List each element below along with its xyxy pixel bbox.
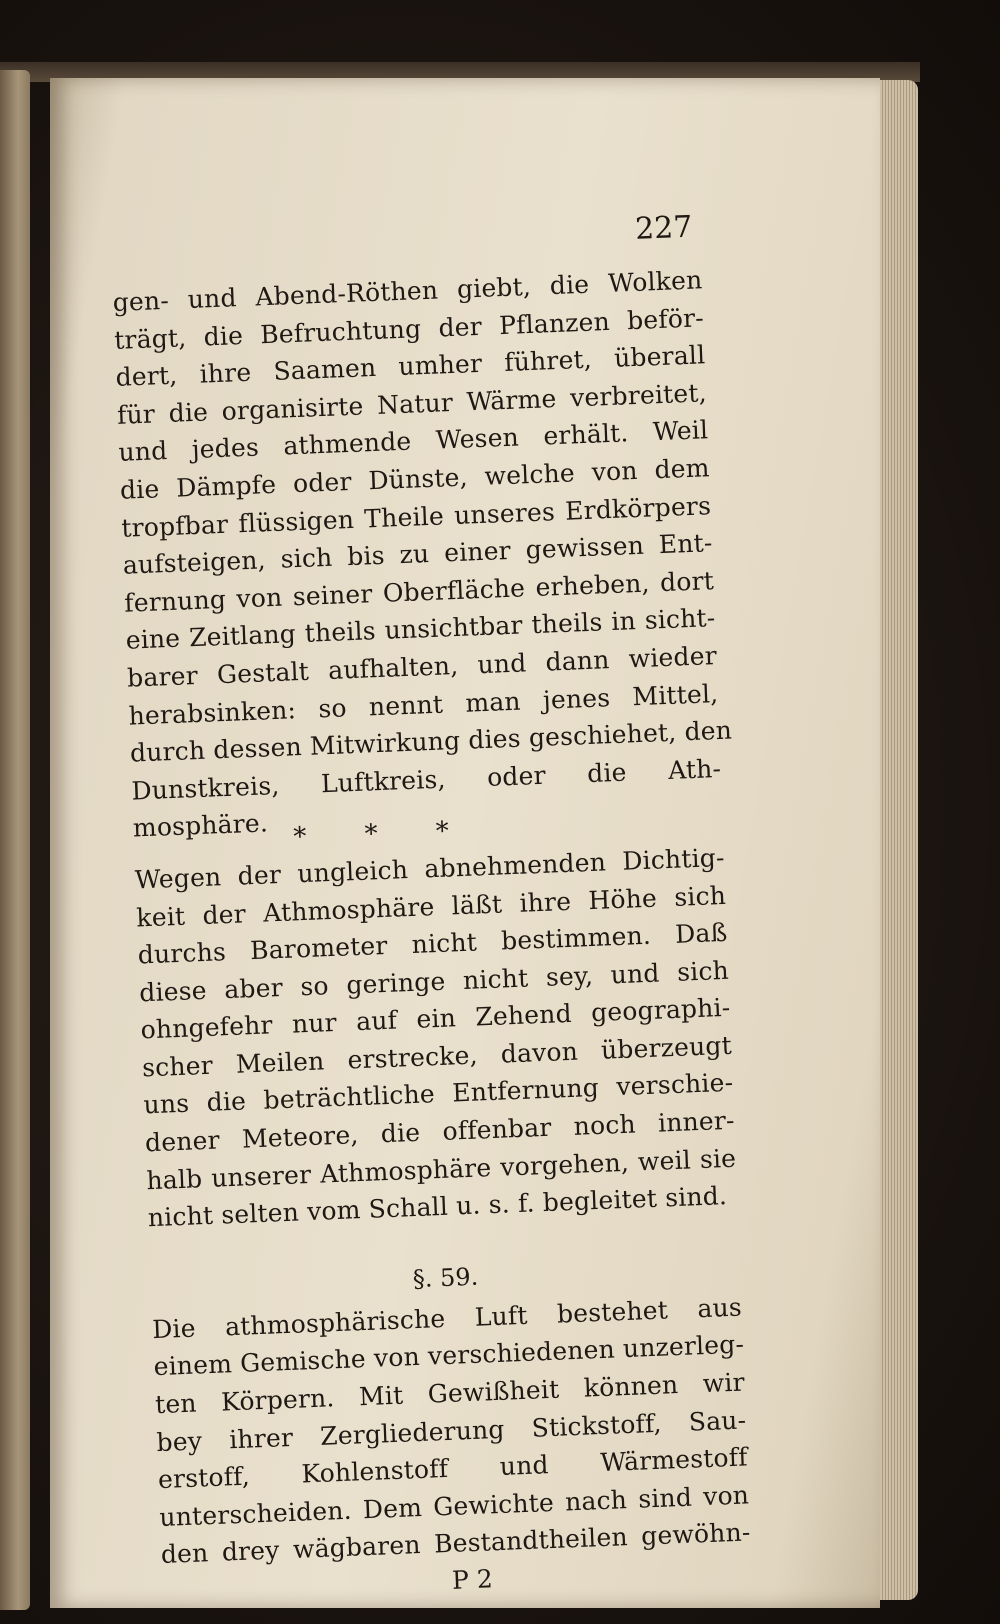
text-line: durch dessen Mitwirkung dies geschiehet, den <box>129 715 733 768</box>
text-line: und jedes athmende Wesen erhält. Weil <box>117 415 709 468</box>
text-line: bey ihrer Zergliederung Stickstoff, Sau- <box>156 1405 747 1457</box>
text-line: gen- und Abend-Röthen giebt, die Wolken <box>112 265 703 317</box>
signature-mark: P 2 <box>451 1564 494 1595</box>
text-line: durchs Barometer nicht bestimmen. Daß <box>137 917 728 970</box>
paragraph-2 <box>134 839 738 1237</box>
text-line: Die athmosphärische Luft bestehet aus <box>151 1292 743 1345</box>
text-line: diese aber so geringe nicht sey, und sich <box>138 955 730 1008</box>
text-line: nicht selten vom Schall u. s. f. begleitet sind. <box>147 1181 728 1233</box>
text-line: halb unserer Athmosphäre vorgehen, weil sie <box>145 1143 737 1195</box>
text-line: mosphäre. <box>132 808 269 843</box>
text-line: einem Gemische von verschiedenen unzerleg- <box>153 1329 745 1382</box>
text-line: Dunstkreis, Luftkreis, oder die Ath- <box>130 753 722 806</box>
page-number: 227 <box>634 209 693 247</box>
section-heading: §. 59. <box>412 1262 479 1293</box>
text-line: eine Zeitlang theils unsichtbar theils in sicht- <box>125 603 716 656</box>
text-line: tropfbar flüssigen Theile unseres Erdkörpers <box>120 490 712 543</box>
text-line: für die organisirte Natur Wärme verbreitet, <box>116 378 708 430</box>
paragraph-3 <box>152 1288 752 1574</box>
left-page-edge <box>0 70 30 1610</box>
text-line: erstoff, Kohlenstoff und Wärmestoff <box>157 1442 749 1495</box>
text-line: fernung von seiner Oberfläche erheben, dort <box>123 565 715 618</box>
page-text-block <box>110 207 753 1610</box>
text-line: den drey wägbaren Bestandtheilen gewöhn- <box>160 1517 752 1570</box>
text-line: dert, ihre Saamen umher führet, überall <box>115 340 706 393</box>
text-line: scher Meilen erstrecke, davon überzeugt <box>141 1030 733 1083</box>
text-line: keit der Athmosphäre läßt ihre Höhe sich <box>135 880 727 932</box>
text-line: trägt, die Befruchtung der Pflanzen beför- <box>113 302 705 355</box>
text-line: ten Körpern. Mit Gewißheit können wir <box>154 1367 746 1420</box>
text-line: aufsteigen, sich bis zu einer gewissen Ent- <box>122 528 714 580</box>
text-line: ohngefehr nur auf ein Zehend geographi- <box>140 993 731 1045</box>
paragraph-1 <box>112 261 733 853</box>
text-line: uns die beträchtliche Entfernung verschie- <box>143 1068 734 1120</box>
asterisk-divider: * * * <box>292 816 450 853</box>
text-line: barer Gestalt aufhalten, und dann wieder <box>126 640 718 693</box>
text-line: herabsinken: so nennt man jenes Mittel, <box>128 678 719 731</box>
text-line: dener Meteore, die offenbar noch inner- <box>144 1105 736 1158</box>
text-line: Wegen der ungleich abnehmenden Dichtig- <box>134 842 726 895</box>
text-line: die Dämpfe oder Dünste, welche von dem <box>119 453 711 505</box>
text-line: unterscheiden. Dem Gewichte nach sind von <box>158 1480 750 1532</box>
